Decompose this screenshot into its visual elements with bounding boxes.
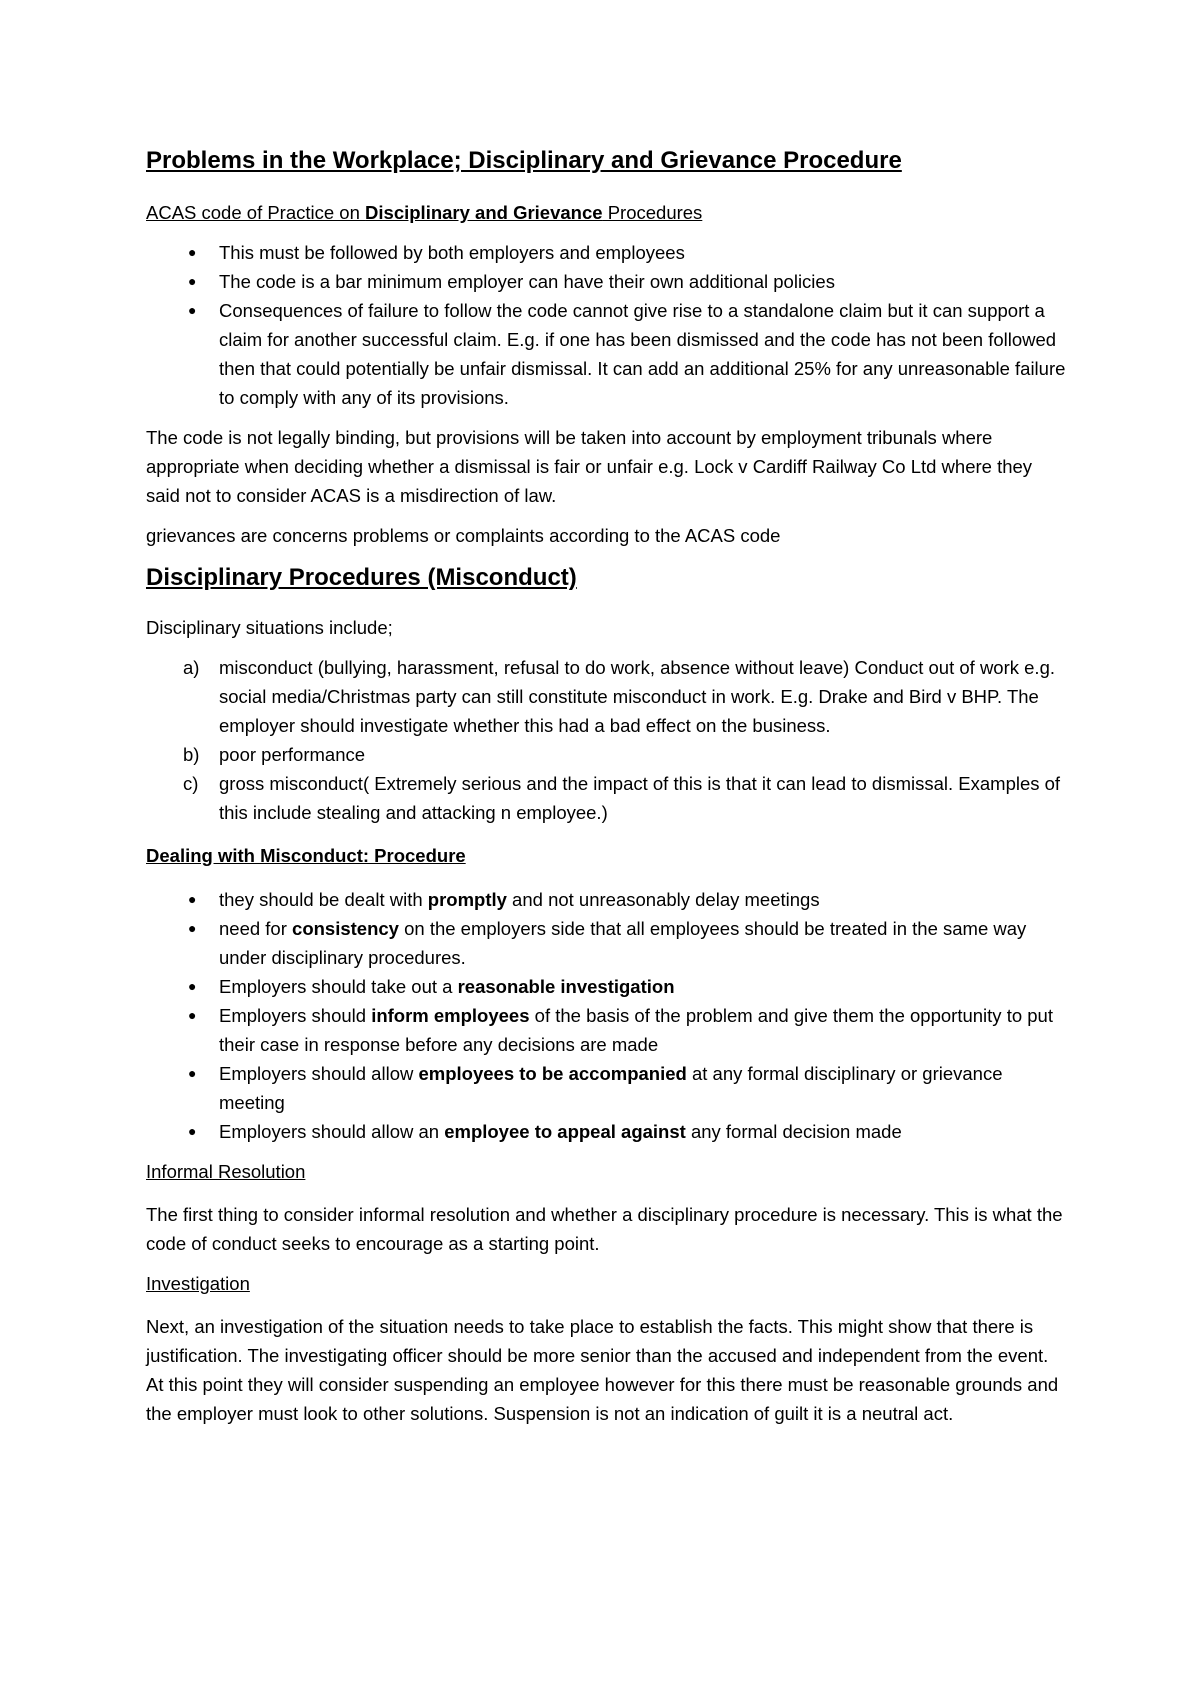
- list-item: [146, 885, 1066, 914]
- list-item: [146, 653, 1066, 740]
- bullet-icon: ●: [188, 978, 197, 994]
- bullet-icon: ●: [188, 920, 197, 936]
- list-item-text: at any formal disciplinary or grievance meeting: [219, 1063, 1003, 1113]
- list-item: [146, 1001, 1066, 1059]
- list-item: [146, 972, 1066, 1001]
- list-item-text: Employers should take out a: [219, 976, 458, 997]
- bullet-icon: ●: [188, 302, 197, 318]
- bullet-icon: ●: [188, 244, 197, 260]
- list-item: [146, 296, 1066, 412]
- list-item-text: The code is a bar minimum employer can have their own additional policies: [219, 271, 835, 292]
- informal-heading: Informal Resolution: [146, 1161, 306, 1182]
- situations-intro: Disciplinary situations include;: [146, 617, 393, 638]
- list-item: [146, 914, 1066, 972]
- list-item-text: poor performance: [219, 744, 366, 765]
- bullet-icon: ●: [188, 1123, 197, 1139]
- list-item-text: gross misconduct( Extremely serious and the impact of this is that it can lead to dismissal. Examples of this include stealing and attacking n employee.): [219, 773, 1061, 823]
- paragraph-grievances: grievances are concerns problems or complaints according to the ACAS code: [146, 525, 781, 546]
- list-item-emphasis: inform employees: [371, 1005, 530, 1026]
- list-item-text: Consequences of failure to follow the code cannot give rise to a standalone claim but it can support a claim for another successful claim. E.g. if one has been dismissed and the code has not been followed then that could potentially be unfair dismissal. It can add an additional 25% for any unreasonable failure to comply with any of its provisions.: [219, 300, 1066, 408]
- list-item-text: need for: [219, 918, 293, 939]
- procedure-bullet-list: [146, 885, 1066, 1146]
- list-item-emphasis: employee to appeal against: [444, 1121, 686, 1142]
- bullet-icon: ●: [188, 1007, 197, 1023]
- list-marker: b): [183, 744, 200, 765]
- list-item-text: on the employers side that all employees should be treated in the same way under disciplinary procedures.: [219, 918, 1027, 968]
- list-item-text: This must be followed by both employers and employees: [219, 242, 685, 263]
- list-item-emphasis: reasonable investigation: [457, 976, 675, 997]
- informal-text: The first thing to consider informal resolution and whether a disciplinary procedure is necessary. This is what the code of conduct seeks to encourage as a starting point.: [146, 1204, 1063, 1254]
- bullet-icon: ●: [188, 891, 197, 907]
- acas-heading-part3: Procedures: [602, 202, 703, 223]
- list-item-text: and not unreasonably delay meetings: [506, 889, 820, 910]
- list-item-text: misconduct (bullying, harassment, refusal to do work, absence without leave) Conduct out of work e.g. social media/Christmas party can still constitute misconduct in work. E.g. Drake and Bird v BHP. The employer should investigate whether this had a bad effect on the business.: [219, 657, 1056, 736]
- procedure-heading: Dealing with Misconduct: Procedure: [146, 845, 466, 866]
- bullet-icon: ●: [188, 1065, 197, 1081]
- list-item-emphasis: promptly: [427, 889, 507, 910]
- section-title: Disciplinary Procedures (Misconduct): [146, 564, 577, 591]
- investigation-text: Next, an investigation of the situation needs to take place to establish the facts. This might show that there is justification. The investigating officer should be more senior than the accused and independent from the event. At this point they will consider suspending an employee however for this there must be reasonable grounds and the employer must look to other solutions. Suspension is not an indication of guilt it is a neutral act.: [146, 1316, 1059, 1424]
- list-item: [146, 267, 1066, 296]
- list-item-text: Employers should: [219, 1005, 372, 1026]
- list-item: [146, 1059, 1066, 1117]
- situations-list: [146, 653, 1066, 827]
- paragraph-legal: The code is not legally binding, but provisions will be taken into account by employment tribunals where appropriate when deciding whether a dismissal is fair or unfair e.g. Lock v Cardiff Railway Co Ltd where they said not to consider ACAS is a misdirection of law.: [146, 427, 1033, 506]
- acas-heading: [146, 198, 1066, 227]
- bullet-icon: ●: [188, 273, 197, 289]
- list-marker: c): [183, 773, 199, 794]
- list-item: [146, 740, 1066, 769]
- acas-bullet-list: [146, 238, 1066, 412]
- acas-heading-part2: Disciplinary and Grievance: [365, 202, 603, 223]
- list-item-text: of the basis of the problem and give them the opportunity to put their case in response before any decisions are made: [219, 1005, 1053, 1055]
- list-item-text: Employers should allow: [219, 1063, 419, 1084]
- list-item-emphasis: employees to be accompanied: [418, 1063, 687, 1084]
- acas-heading-part1: ACAS code of Practice on: [146, 202, 366, 223]
- investigation-heading: Investigation: [146, 1273, 250, 1294]
- list-item-emphasis: consistency: [292, 918, 399, 939]
- list-item: [146, 1117, 1066, 1146]
- document-content: [146, 144, 1066, 1439]
- list-item-text: Employers should allow an: [219, 1121, 445, 1142]
- list-marker: a): [183, 657, 200, 678]
- list-item: [146, 769, 1066, 827]
- list-item-text: they should be dealt with: [219, 889, 428, 910]
- list-item: [146, 238, 1066, 267]
- page-title: Problems in the Workplace; Disciplinary and Grievance Procedure: [146, 147, 902, 174]
- list-item-text: any formal decision made: [685, 1121, 902, 1142]
